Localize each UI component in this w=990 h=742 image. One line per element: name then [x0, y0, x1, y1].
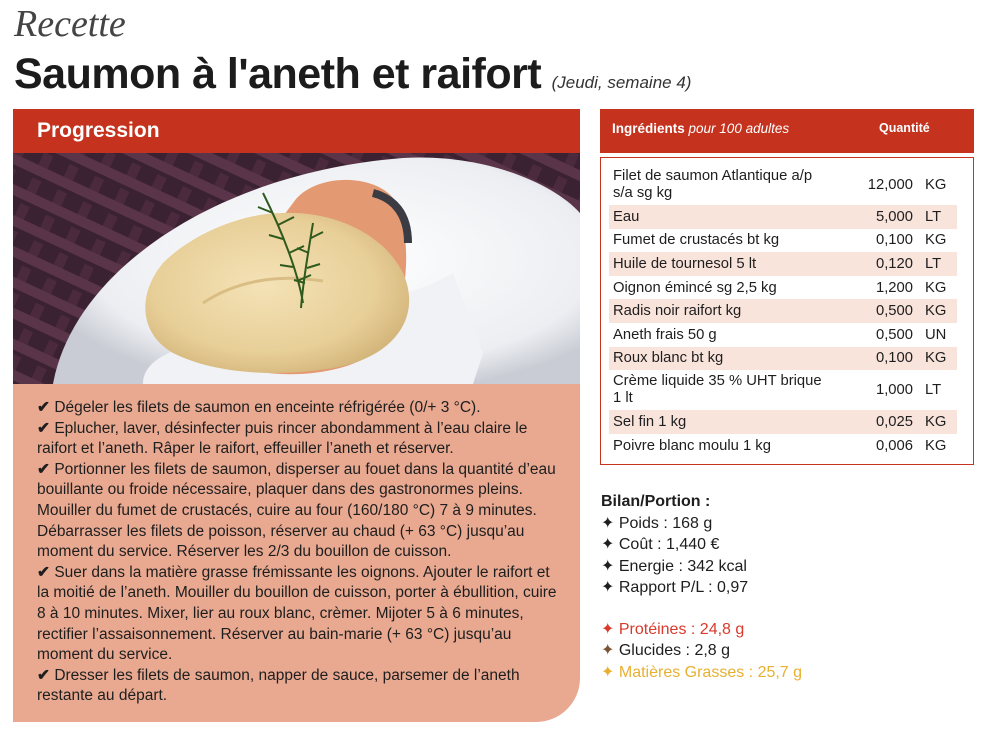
- ingredient-unit: KG: [925, 279, 947, 296]
- ingredient-name: Sel fin 1 kg: [613, 413, 687, 430]
- ingredients-label: Ingrédients: [612, 121, 685, 136]
- ingredient-row: [609, 205, 957, 229]
- ingredient-name: Huile de tournesol 5 lt: [613, 255, 757, 272]
- ingredient-row: [609, 323, 957, 347]
- ingredient-row: [609, 229, 957, 253]
- ingredient-name: Filet de saumon Atlantique a/p s/a sg kg: [613, 168, 813, 201]
- ingredient-qty: 1,000: [875, 381, 913, 398]
- ingredient-row: [609, 299, 957, 323]
- bilan-cout: Coût : 1,440 €: [618, 536, 720, 553]
- ingredients-header: [600, 109, 974, 153]
- check-icon: ✔: [37, 563, 50, 581]
- star-bullet-icon: ✦: [601, 663, 615, 681]
- title-row: [14, 50, 691, 99]
- ingredient-qty: 0,120: [875, 255, 913, 272]
- ingredient-row: [609, 347, 957, 371]
- step-2: [37, 419, 560, 460]
- star-bullet-icon: ✦: [601, 642, 615, 659]
- step-text: Eplucher, laver, désinfecter puis rincer abondamment à l’eau claire le raifort et l’aneth. Râper le raifort, effeuiller l’aneth et réserver.: [37, 419, 528, 458]
- ingredient-name: Eau: [613, 208, 640, 225]
- ingredient-qty: 5,000: [875, 208, 913, 225]
- check-icon: ✔: [37, 460, 50, 478]
- ingredients-header-label: [612, 121, 789, 136]
- ingredient-row: [609, 370, 957, 410]
- ingredients-servings: pour 100 adultes: [688, 121, 790, 136]
- bilan-poids: Poids : 168 g: [618, 514, 713, 532]
- check-icon: ✔: [37, 399, 50, 416]
- ingredient-name: Aneth frais 50 g: [613, 326, 717, 343]
- step-1: [37, 398, 560, 419]
- nutrient-proteines: Protéines : 24,8 g: [618, 620, 745, 638]
- page-subtitle: (Jeudi, semaine 4): [551, 73, 692, 92]
- ingredient-unit: KG: [925, 303, 947, 320]
- ingredient-row: [609, 165, 957, 205]
- ingredient-name: Crème liquide 35 % UHT brique 1 lt: [613, 373, 822, 407]
- nutrient-line-glucides: [601, 640, 802, 662]
- star-bullet-icon: ✦: [601, 579, 615, 596]
- bilan-rapport: Rapport P/L : 0,97: [618, 579, 749, 596]
- ingredient-unit: UN: [925, 326, 947, 343]
- step-text: Dresser les filets de saumon, napper de sauce, parsemer de l’aneth restante au départ.: [37, 666, 520, 705]
- ingredients-table: [600, 157, 974, 465]
- step-text: Suer dans la matière grasse frémissante les oignons. Ajouter le raifort et la moitié de l’aneth. Mouiller du bouillon de cuisson, porter à ébullition, cuire 8 à 10 minutes. Mixer, lier au roux blanc, crèmer. Mijoter 5 à 6 minutes, rectifier l’assaisonnement. Réserver au bain-marie (+ 63 °C) jusqu’au moment du service.: [37, 563, 557, 664]
- ingredient-unit: LT: [925, 381, 942, 398]
- ingredient-unit: LT: [925, 255, 942, 272]
- ingredient-name: Radis noir raifort kg: [613, 303, 742, 320]
- page-title: Saumon à l'aneth et raifort: [14, 50, 542, 98]
- ingredient-name: Poivre blanc moulu 1 kg: [613, 437, 771, 454]
- check-icon: ✔: [37, 419, 50, 437]
- nutrient-glucides: Glucides : 2,8 g: [618, 642, 731, 659]
- bilan-line: [601, 556, 802, 578]
- step-5: [37, 666, 560, 707]
- bilan-line: [601, 534, 802, 556]
- star-bullet-icon: ✦: [601, 620, 615, 638]
- star-bullet-icon: ✦: [601, 514, 615, 532]
- step-4: [37, 563, 560, 666]
- ingredient-name: Roux blanc bt kg: [613, 350, 724, 367]
- ingredient-qty: 0,500: [875, 303, 913, 320]
- ingredient-unit: KG: [925, 176, 947, 193]
- bilan-line: [601, 513, 802, 535]
- star-bullet-icon: ✦: [601, 557, 615, 575]
- dish-photo: [13, 153, 580, 384]
- nutrient-line-proteines: [601, 619, 802, 641]
- ingredient-row: [609, 276, 957, 300]
- ingredient-name: Oignon émincé sg 2,5 kg: [613, 279, 777, 296]
- ingredient-unit: KG: [925, 437, 947, 454]
- nutrient-line-matieres-grasses: [601, 662, 802, 684]
- recipe-kicker: Recette: [14, 3, 126, 45]
- ingredient-qty: 12,000: [867, 176, 913, 193]
- ingredient-row: [609, 252, 957, 276]
- step-3: [37, 460, 560, 563]
- ingredient-unit: KG: [925, 413, 947, 430]
- ingredient-qty: 0,100: [875, 350, 913, 367]
- progression-header: Progression: [13, 109, 580, 153]
- step-text: Dégeler les filets de saumon en enceinte réfrigérée (0/+ 3 °C).: [54, 399, 481, 416]
- ingredient-qty: 0,025: [875, 413, 913, 430]
- ingredient-qty: 0,100: [875, 232, 913, 249]
- bilan-energie: Energie : 342 kcal: [618, 557, 747, 575]
- step-text: Portionner les filets de saumon, disperser au fouet dans la quantité d’eau bouillante ou froide nécessaire, plaquer dans des gastronormes pleins. Mouiller du fumet de crustacés, cuire au four (160/180 °C) 7 à 9 minutes. Débarrasser les filets de poisson, réserver au chaud (+ 63 °C) jusqu’au moment du service. Réserver les 2/3 du bouillon de cuisson.: [37, 460, 556, 561]
- bilan-section: [601, 491, 802, 683]
- progression-steps: [13, 384, 580, 722]
- ingredient-qty: 0,500: [875, 326, 913, 343]
- ingredient-qty: 0,006: [875, 437, 913, 454]
- bilan-line: [601, 577, 802, 599]
- ingredient-name: Fumet de crustacés bt kg: [613, 232, 780, 249]
- ingredient-unit: LT: [925, 208, 942, 225]
- bilan-title: Bilan/Portion :: [601, 493, 711, 510]
- check-icon: ✔: [37, 666, 50, 684]
- ingredient-unit: KG: [925, 350, 947, 367]
- ingredient-qty: 1,200: [875, 279, 913, 296]
- ingredient-row: [609, 410, 957, 434]
- star-bullet-icon: ✦: [601, 536, 615, 553]
- ingredient-unit: KG: [925, 232, 947, 249]
- nutrient-matieres-grasses: Matières Grasses : 25,7 g: [618, 663, 803, 681]
- quantity-header: Quantité: [879, 121, 930, 135]
- ingredient-row: [609, 434, 957, 458]
